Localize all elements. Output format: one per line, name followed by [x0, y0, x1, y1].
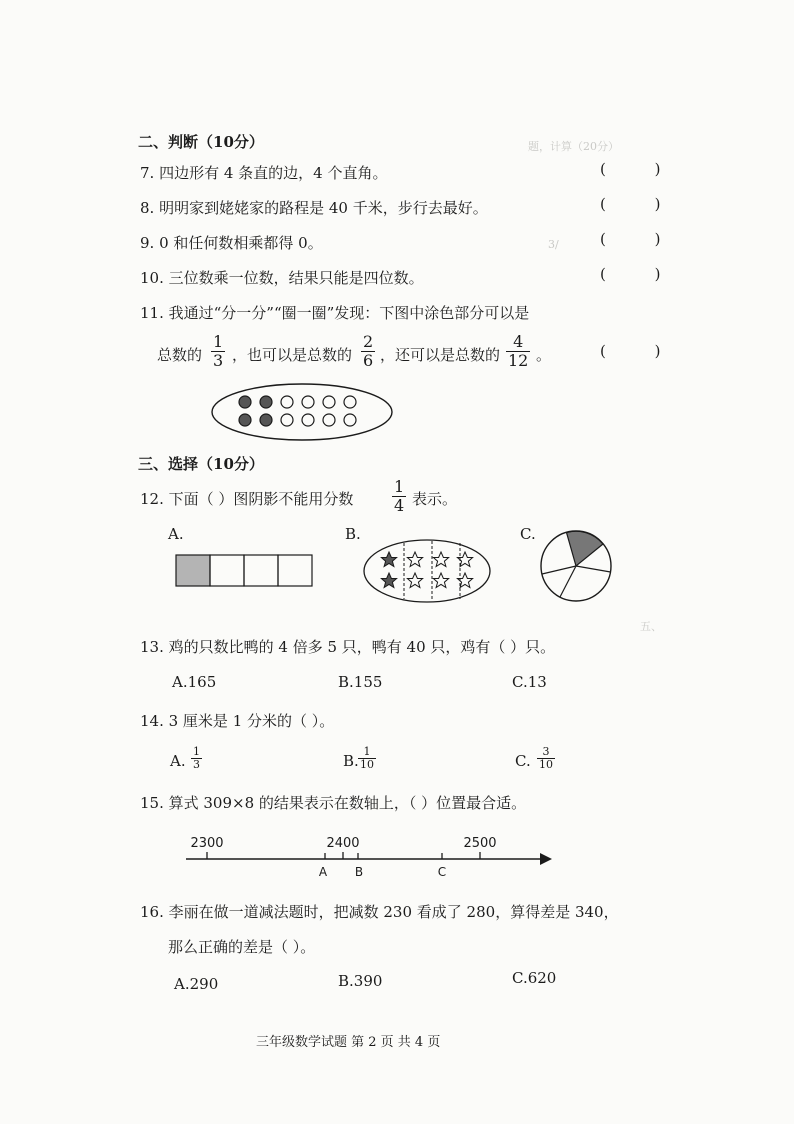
option-c-figure	[540, 530, 612, 602]
empty-square	[278, 555, 312, 586]
empty-circle	[323, 396, 335, 408]
q14-option-b-label[interactable]: B.	[343, 752, 359, 770]
fraction-denominator: 3	[193, 758, 200, 771]
fraction-numerator: 1	[363, 745, 371, 758]
fraction-numerator: 2	[363, 332, 374, 351]
grouping-ellipse	[364, 540, 490, 602]
option-b-figure	[362, 538, 492, 604]
sector-line	[542, 566, 576, 574]
empty-circle	[302, 396, 314, 408]
answer-paren-8[interactable]: ( )	[600, 195, 683, 213]
empty-star	[433, 552, 448, 567]
fraction-denominator: 12	[508, 351, 529, 370]
question-9-text: 9. 0 和任何数相乘都得 0。	[140, 234, 323, 252]
grouping-ellipse	[212, 384, 392, 440]
section2-title: 二、判断（10分）	[138, 133, 264, 151]
shaded-circle	[239, 414, 251, 426]
q14-option-c-label[interactable]: C.	[515, 752, 531, 770]
question-16-line2: 那么正确的差是（ ）。	[168, 938, 316, 956]
tick-label-2300: 2300	[190, 836, 224, 851]
empty-square	[210, 555, 244, 586]
question-11-line2c: ，还可以是总数的	[380, 346, 501, 364]
fraction-numerator: 4	[513, 332, 524, 351]
point-label-a[interactable]: A	[318, 865, 328, 879]
question-11-line1: 11. 我通过“分一分”“圈一圈”发现：下图中涂色部分可以是	[140, 304, 530, 322]
empty-square	[244, 555, 278, 586]
question-12-text-b: 表示。	[412, 490, 458, 508]
sector-line	[560, 566, 576, 597]
option-a-figure	[175, 554, 315, 588]
tick-label-2400: 2400	[326, 836, 360, 851]
fraction-1-3	[211, 333, 225, 370]
bleed-through-text: 题，计算（20分）	[528, 140, 619, 153]
q13-option-a[interactable]: A.165	[172, 673, 217, 691]
q13-option-c[interactable]: C.13	[512, 673, 547, 691]
question-11-line2d: 。	[536, 346, 552, 364]
shaded-square	[176, 555, 210, 586]
fraction-denominator: 10	[360, 758, 374, 771]
empty-circle	[344, 414, 356, 426]
q14-option-a-fraction[interactable]	[191, 746, 202, 771]
section3-title: 三、选择（10分）	[138, 455, 264, 473]
fraction-1-4	[392, 478, 406, 515]
answer-paren-11[interactable]: ( )	[600, 342, 683, 360]
q16-option-a[interactable]: A.290	[174, 975, 219, 993]
circles-figure	[210, 382, 395, 442]
number-line-figure	[180, 828, 560, 883]
empty-circle	[281, 414, 293, 426]
q16-option-c[interactable]: C.620	[512, 969, 557, 987]
fraction-numerator: 1	[213, 332, 224, 351]
fraction-numerator: 3	[542, 745, 550, 758]
bleed-through-text: 3/	[548, 238, 559, 251]
question-11-line2a: 总数的	[157, 346, 203, 364]
bleed-through-text: 五、	[640, 620, 662, 633]
point-label-b[interactable]: B	[354, 865, 364, 879]
option-a-label: A.	[168, 525, 184, 543]
sector-line	[576, 566, 611, 572]
fraction-4-12	[506, 333, 530, 370]
q14-option-a-label[interactable]: A.	[170, 752, 186, 770]
empty-circle	[344, 396, 356, 408]
option-c-label: C.	[520, 525, 536, 543]
question-8-text: 8. 明明家到姥姥家的路程是 40 千米，步行去最好。	[140, 199, 488, 217]
shaded-circle	[260, 396, 272, 408]
empty-circle	[323, 414, 335, 426]
q14-option-b-fraction[interactable]	[358, 746, 376, 771]
fraction-denominator: 4	[394, 496, 405, 515]
fraction-denominator: 3	[213, 351, 224, 370]
q13-option-b[interactable]: B.155	[338, 673, 383, 691]
fraction-numerator: 1	[394, 477, 405, 496]
tick-label-2500: 2500	[463, 836, 497, 851]
answer-paren-10[interactable]: ( )	[600, 265, 683, 283]
empty-circle	[281, 396, 293, 408]
shaded-circle	[239, 396, 251, 408]
empty-star	[407, 552, 422, 567]
fraction-denominator: 6	[363, 351, 374, 370]
shaded-star	[381, 552, 396, 567]
question-14-text: 14. 3 厘米是 1 分米的（ ）。	[140, 712, 335, 730]
question-15-text: 15. 算式 309×8 的结果表示在数轴上，（ ）位置最合适。	[140, 794, 527, 812]
q16-option-b[interactable]: B.390	[338, 972, 383, 990]
question-16-line1: 16. 李丽在做一道减法题时，把减数 230 看成了 280，算得差是 340，	[140, 903, 619, 921]
shaded-sector	[567, 531, 604, 566]
circle-grid	[239, 396, 356, 426]
fraction-2-6	[361, 333, 375, 370]
question-12-text-a: 12. 下面（ ）图阴影不能用分数	[140, 490, 354, 508]
fraction-denominator: 10	[539, 758, 553, 771]
shaded-star	[381, 573, 396, 588]
question-11-line2b: ，也可以是总数的	[232, 346, 353, 364]
empty-star	[433, 573, 448, 588]
fraction-numerator: 1	[193, 745, 200, 758]
shaded-circle	[260, 414, 272, 426]
question-10-text: 10. 三位数乘一位数，结果只能是四位数。	[140, 269, 424, 287]
answer-paren-7[interactable]: ( )	[600, 160, 683, 178]
empty-star	[407, 573, 422, 588]
question-13-text: 13. 鸡的只数比鸭的 4 倍多 5 只，鸭有 40 只，鸡有（ ）只。	[140, 638, 556, 656]
page-footer: 三年级数学试题 第 2 页 共 4 页	[256, 1035, 441, 1050]
option-b-label: B.	[345, 525, 361, 543]
empty-circle	[302, 414, 314, 426]
answer-paren-9[interactable]: ( )	[600, 230, 683, 248]
number-line-arrow	[540, 853, 552, 865]
question-7-text: 7. 四边形有 4 条直的边，4 个直角。	[140, 164, 388, 182]
q14-option-c-fraction[interactable]	[537, 746, 555, 771]
point-label-c[interactable]: C	[437, 865, 447, 879]
